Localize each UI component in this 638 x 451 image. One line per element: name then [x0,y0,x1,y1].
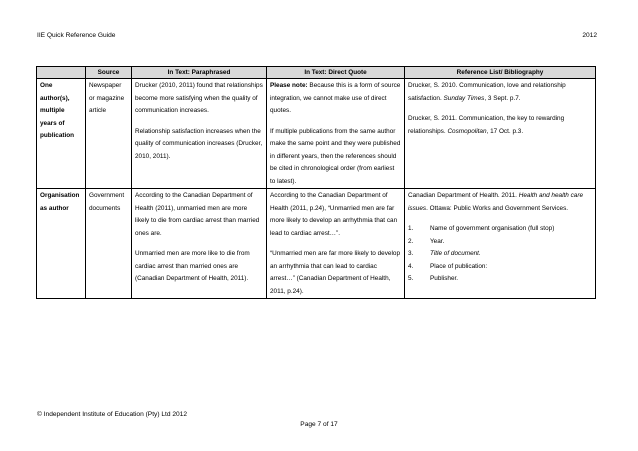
header-title: IIE Quick Reference Guide [37,32,116,39]
reference-text: . Ottawa: Public Works and Government Services. [426,204,569,212]
table-header-row [37,67,596,79]
source-cell: Newspaper or magazine article [86,79,132,189]
list-number: 5. [408,275,414,282]
reference-text: , 17 Oct. p.3. [486,127,524,135]
note-text: Because this is a form of source integration, we cannot make use of direct quotes. [270,82,401,114]
quote-example: “Unmarried men are far more likely to develop an arrhythmia that can lead to cardiac arrest…” (Canadian Department of Health, 2011, p.24). [270,250,400,295]
direct-quote-cell [267,79,405,189]
reference-entry [408,190,592,215]
list-text: Place of publication: [430,262,488,270]
header-year: 2012 [582,32,597,39]
paraphrased-cell [132,189,267,299]
paraphrase-example: According to the Canadian Department of Health (2011), unmarried men are more likely to die from cardiac arrest than married ones are. [135,192,260,237]
list-text: Publisher. [430,275,459,282]
reference-entry [408,80,592,105]
source-cell: Government documents [86,189,132,299]
list-item [408,273,592,286]
reference-text: Drucker, S. 2011. Communication, the key to rewarding relationships. [408,115,565,135]
reference-table [36,66,596,299]
header-cell-source: Source [86,67,132,79]
footer-copyright: © Independent Institute of Education (Pty) Ltd 2012 [37,411,188,418]
quote-guidance: If multiple publications from the same author make the same point and they were published in different years, then the references should be cited in chronological order (from earliest to latest). [270,127,401,185]
reference-source-title: Health and health care issues [408,192,584,212]
table-row [37,79,596,189]
paraphrase-example: Drucker (2010, 2011) found that relationships become more satisfying when the quality of communication increases. [135,82,263,114]
list-number: 3. [408,250,414,257]
list-item [408,248,592,261]
note-label: Please note: [270,82,308,89]
row-label: Organisation as author [37,189,86,299]
reference-text: Drucker, S. 2010. Communication, love and relationship satisfaction. [408,82,566,102]
list-text: Title of document. [430,250,481,257]
list-number: 4. [408,262,414,270]
list-text: Name of government organisation (full stop) [430,225,555,232]
page-number: Page 7 of 17 [300,421,338,428]
header-cell-direct-quote: In Text: Direct Quote [267,67,405,79]
quote-note [270,80,401,118]
header-cell-paraphrased: In Text: Paraphrased [132,67,267,79]
list-number: 2. [408,237,414,245]
paraphrase-example: Unmarried men are more like to die from cardiac arrest than married ones are (Canadian Department of Health, 2011). [135,250,250,282]
reference-text: Canadian Department of Health. 2011. [408,192,519,199]
list-text: Year. [430,237,445,245]
reference-text: , 3 Sept. p.7. [484,94,521,102]
paraphrased-cell [132,79,267,189]
reference-cell [405,189,596,299]
table-row [37,189,596,299]
row-label: One author(s), multiple years of publication [37,79,86,189]
list-item [408,236,592,249]
header-cell-reference-list: Reference List/ Bibliography [405,67,596,79]
list-item [408,261,592,274]
reference-cell [405,79,596,189]
reference-source-title: Sunday Times [443,94,485,102]
reference-entry [408,113,592,138]
paraphrase-example: Relationship satisfaction increases when the quality of communication increases (Drucker, 2010, 2011). [135,127,263,160]
header-cell-blank [37,67,86,79]
reference-source-title: Cosmopolitan [447,127,487,135]
list-number: 1. [408,225,414,232]
direct-quote-cell [267,189,405,299]
list-item [408,223,592,236]
quote-example: According to the Canadian Department of Health (2011, p.24), “Unmarried men are far more likely to develop an arrhythmia that can lead to cardiac arrest…”. [270,192,398,237]
